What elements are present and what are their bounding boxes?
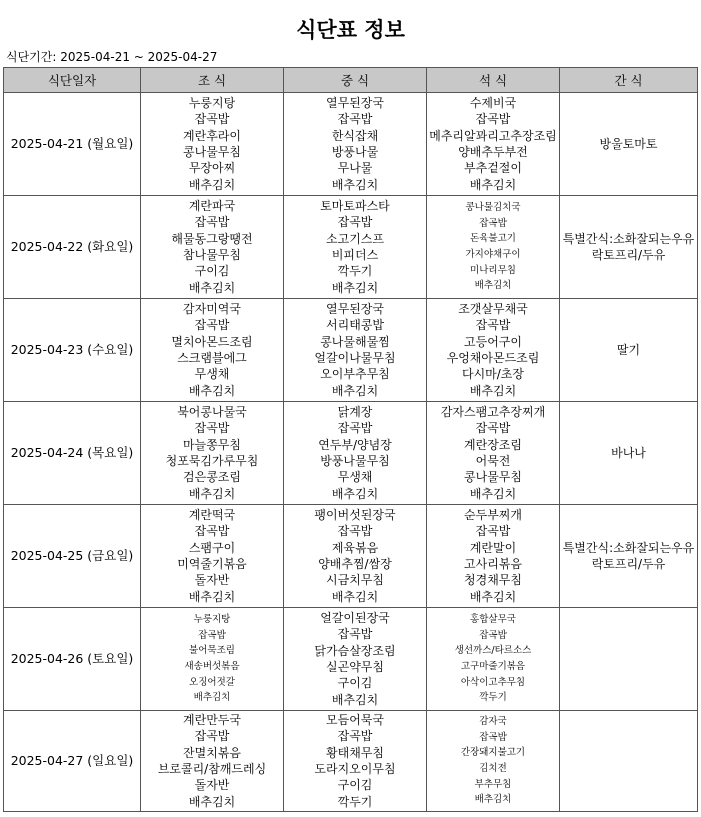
- breakfast-dish: 구이김: [194, 264, 230, 279]
- breakfast-dish: 계란파국: [188, 198, 236, 213]
- breakfast-dish: 배추김치: [188, 177, 236, 192]
- dinner-dish: 계란장조림: [464, 437, 522, 452]
- snack-cell: [560, 93, 698, 196]
- dinner-dish: 깍두기: [479, 692, 507, 704]
- breakfast-dish: 배추김치: [188, 280, 236, 295]
- header-snack: 간 식: [560, 68, 698, 93]
- dinner-dish: 생선까스/타르소스: [454, 645, 532, 657]
- lunch-dish: 잡곡밥: [337, 112, 373, 127]
- snack-dish: 방울토마토: [599, 136, 658, 151]
- dinner-cell: [427, 93, 560, 196]
- breakfast-dish: 잔멸치볶음: [183, 745, 241, 760]
- dinner-cell: [427, 711, 560, 812]
- lunch-dish: 한식잡채: [331, 128, 379, 143]
- lunch-dish: 토마토파스타: [320, 198, 390, 213]
- dinner-cell: [427, 299, 560, 402]
- breakfast-dish: 잡곡밥: [194, 729, 230, 744]
- lunch-dish: 방풍나물: [331, 145, 379, 159]
- date-cell: 2025-04-27 (일요일): [4, 711, 141, 812]
- lunch-dish: 배추김치: [331, 486, 379, 501]
- lunch-dish: 콩나물해물찜: [320, 334, 390, 349]
- dinner-dish: 간장돼지불고기: [460, 747, 526, 759]
- lunch-dish: 얼갈이된장국: [320, 610, 390, 625]
- snack-cell: [560, 402, 698, 505]
- breakfast-dish: 누룽지탕: [188, 95, 236, 110]
- breakfast-dish: 배추김치: [188, 589, 236, 604]
- breakfast-dish: 감자미역국: [183, 301, 241, 316]
- breakfast-dish: 해물동그랑땡전: [171, 231, 253, 246]
- dinner-dish: 잡곡밥: [479, 217, 507, 229]
- lunch-dish: 잡곡밥: [337, 215, 373, 230]
- lunch-dish: 구이김: [337, 778, 373, 793]
- breakfast-cell: [141, 402, 284, 505]
- table-row: [4, 608, 698, 711]
- dinner-dish: 배추김치: [469, 177, 517, 192]
- lunch-dish: 도라지오이무침: [314, 762, 396, 776]
- lunch-dish: 배추김치: [331, 589, 379, 604]
- dinner-dish: 김치전: [479, 763, 507, 774]
- lunch-cell: [284, 196, 427, 299]
- lunch-dish: 양배추찜/쌈장: [318, 557, 392, 571]
- lunch-dish: 연두부/양념장: [318, 437, 392, 452]
- lunch-dish: 시금치무침: [326, 573, 384, 588]
- lunch-dish: 무생채: [337, 470, 373, 485]
- dinner-cell: [427, 608, 560, 711]
- breakfast-dish: 마늘쫑무침: [183, 437, 241, 452]
- dinner-dish: 아삭이고추무침: [460, 676, 526, 688]
- lunch-dish: 닭계장: [337, 404, 373, 419]
- lunch-dish: 잡곡밥: [337, 524, 373, 539]
- dinner-dish: 미나리무침: [470, 264, 516, 276]
- lunch-dish: 오이부추무침: [320, 367, 390, 382]
- lunch-dish: 닭가슴살장조림: [314, 643, 396, 658]
- breakfast-dish: 스팸구이: [188, 540, 236, 555]
- lunch-dish: 서리태콩밥: [326, 318, 384, 333]
- breakfast-dish: 돌자반: [194, 778, 230, 793]
- dinner-dish: 콩나물김치국: [465, 202, 521, 214]
- dinner-dish: 부추겉절이: [464, 161, 522, 176]
- date-cell: 2025-04-25 (금요일): [4, 505, 141, 608]
- lunch-dish: 배추김치: [331, 177, 379, 192]
- dinner-dish: 고사리볶음: [464, 557, 522, 571]
- breakfast-dish: 계란후라이: [183, 128, 241, 143]
- dinner-dish: 잡곡밥: [475, 112, 511, 127]
- dinner-dish: 잡곡밥: [475, 421, 511, 436]
- breakfast-dish: 배추김치: [188, 794, 236, 809]
- breakfast-dish: 배추김치: [188, 486, 236, 501]
- snack-dish: 락토프리/두유: [591, 248, 666, 262]
- breakfast-dish: 멸치아몬드조림: [171, 334, 253, 349]
- table-row: [4, 505, 698, 608]
- breakfast-dish: 브로콜리/참깨드레싱: [157, 762, 267, 776]
- breakfast-dish: 잡곡밥: [194, 421, 230, 436]
- header-dinner: 석 식: [427, 68, 560, 93]
- dinner-dish: 가지야채구이: [465, 249, 521, 260]
- snack-cell: [560, 608, 698, 711]
- date-cell: 2025-04-23 (수요일): [4, 299, 141, 402]
- breakfast-cell: [141, 608, 284, 711]
- lunch-cell: [284, 711, 427, 812]
- table-row: [4, 402, 698, 505]
- date-cell: 2025-04-22 (화요일): [4, 196, 141, 299]
- breakfast-dish: 무장아찌: [188, 161, 236, 176]
- table-row: [4, 299, 698, 402]
- meal-period-label: 식단기간: 2025-04-21 ~ 2025-04-27: [6, 50, 218, 64]
- dinner-dish: 고구마줄기볶음: [460, 661, 526, 672]
- table-body: [4, 93, 698, 812]
- snack-cell: [560, 711, 698, 812]
- table-row: [4, 711, 698, 812]
- table-header-row: [4, 68, 698, 93]
- breakfast-cell: [141, 505, 284, 608]
- breakfast-dish: 배추김치: [193, 692, 231, 704]
- breakfast-dish: 불어묵조림: [189, 645, 235, 657]
- dinner-dish: 우엉채아몬드조림: [446, 351, 540, 365]
- lunch-dish: 황태채무침: [326, 745, 384, 760]
- table-row: [4, 93, 698, 196]
- dinner-dish: 청경채무침: [464, 573, 522, 588]
- lunch-dish: 깍두기: [337, 794, 373, 809]
- lunch-dish: 배추김치: [331, 692, 379, 707]
- snack-cell: [560, 505, 698, 608]
- breakfast-dish: 검은콩조림: [183, 470, 241, 485]
- breakfast-dish: 배추김치: [188, 383, 236, 398]
- meal-plan-table: [3, 67, 698, 812]
- lunch-dish: 제육볶음: [331, 540, 379, 555]
- header-lunch: 중 식: [284, 68, 427, 93]
- dinner-dish: 배추김치: [474, 794, 512, 806]
- lunch-cell: [284, 505, 427, 608]
- dinner-dish: 메추리알꽈리고추장조림: [429, 128, 557, 143]
- page-title: 식단표 정보: [296, 18, 405, 42]
- breakfast-dish: 참나물무침: [183, 248, 241, 262]
- dinner-dish: 조갯살무채국: [458, 301, 528, 316]
- lunch-cell: [284, 299, 427, 402]
- snack-dish: 바나나: [611, 445, 646, 460]
- header-breakfast: 조 식: [141, 68, 284, 93]
- breakfast-dish: 스크램블에그: [177, 351, 247, 365]
- dinner-dish: 배추김치: [469, 383, 517, 398]
- lunch-dish: 구이김: [337, 676, 373, 691]
- breakfast-dish: 잡곡밥: [198, 629, 226, 641]
- breakfast-dish: 계란만두국: [183, 712, 241, 727]
- dinner-dish: 홍합살무국: [470, 614, 516, 626]
- lunch-dish: 잡곡밥: [337, 627, 373, 642]
- dinner-dish: 부추무침: [474, 778, 512, 790]
- lunch-dish: 잡곡밥: [337, 421, 373, 436]
- dinner-dish: 잡곡밥: [475, 318, 511, 333]
- lunch-dish: 열무된장국: [326, 95, 384, 110]
- header-date: 식단일자: [4, 68, 141, 93]
- date-cell: 2025-04-24 (목요일): [4, 402, 141, 505]
- table-row: [4, 196, 698, 299]
- dinner-dish: 배추김치: [469, 486, 517, 501]
- lunch-dish: 얼갈이나물무침: [314, 351, 396, 365]
- dinner-dish: 잡곡밥: [479, 731, 507, 743]
- dinner-dish: 감자스팸고추장찌개: [440, 404, 546, 419]
- dinner-dish: 배추김치: [474, 280, 512, 292]
- breakfast-dish: 계란떡국: [188, 507, 236, 522]
- dinner-dish: 양배추두부전: [458, 145, 528, 159]
- breakfast-dish: 콩나물무침: [183, 145, 241, 159]
- dinner-dish: 잡곡밥: [475, 524, 511, 539]
- date-cell: 2025-04-21 (월요일): [4, 93, 141, 196]
- dinner-dish: 고등어구이: [464, 334, 522, 349]
- lunch-dish: 무나물: [337, 161, 373, 176]
- lunch-dish: 배추김치: [331, 383, 379, 398]
- lunch-dish: 깍두기: [337, 264, 373, 279]
- breakfast-cell: [141, 93, 284, 196]
- breakfast-dish: 누룽지탕: [193, 614, 231, 626]
- breakfast-dish: 무생채: [194, 367, 230, 382]
- lunch-dish: 소고기스프: [326, 231, 384, 246]
- dinner-dish: 잡곡밥: [479, 629, 507, 641]
- lunch-dish: 방풍나물무침: [320, 454, 390, 468]
- dinner-cell: [427, 402, 560, 505]
- snack-cell: [560, 196, 698, 299]
- lunch-cell: [284, 402, 427, 505]
- dinner-dish: 순두부찌개: [464, 507, 522, 522]
- breakfast-cell: [141, 711, 284, 812]
- dinner-dish: 다시마/초장: [461, 367, 524, 382]
- lunch-dish: 팽이버섯된장국: [314, 507, 396, 522]
- snack-dish: 특별간식:소화잘되는우유: [562, 540, 695, 555]
- breakfast-dish: 청포묵김가루무침: [165, 454, 259, 468]
- lunch-dish: 잡곡밥: [337, 729, 373, 744]
- lunch-cell: [284, 608, 427, 711]
- breakfast-dish: 돌자반: [194, 573, 230, 588]
- dinner-dish: 돈육불고기: [470, 233, 516, 245]
- dinner-dish: 콩나물무침: [464, 470, 522, 485]
- dinner-dish: 계란말이: [469, 540, 517, 555]
- breakfast-dish: 잡곡밥: [194, 524, 230, 539]
- snack-dish: 락토프리/두유: [591, 557, 666, 571]
- lunch-dish: 모듬어묵국: [326, 712, 384, 727]
- dinner-dish: 어묵전: [475, 454, 511, 468]
- snack-dish: 딸기: [616, 342, 641, 357]
- lunch-cell: [284, 93, 427, 196]
- dinner-dish: 배추김치: [469, 589, 517, 604]
- breakfast-dish: 북어콩나물국: [177, 404, 247, 419]
- breakfast-cell: [141, 196, 284, 299]
- dinner-cell: [427, 505, 560, 608]
- breakfast-dish: 잡곡밥: [194, 112, 230, 127]
- lunch-dish: 열무된장국: [326, 301, 384, 316]
- dinner-dish: 수제비국: [469, 95, 517, 110]
- breakfast-dish: 오징어젓갈: [189, 676, 235, 688]
- lunch-dish: 실곤약무침: [326, 660, 384, 674]
- breakfast-dish: 미역줄기볶음: [177, 557, 247, 571]
- date-cell: 2025-04-26 (토요일): [4, 608, 141, 711]
- breakfast-dish: 잡곡밥: [194, 318, 230, 333]
- lunch-dish: 비피더스: [331, 248, 379, 262]
- snack-cell: [560, 299, 698, 402]
- dinner-cell: [427, 196, 560, 299]
- dinner-dish: 감자국: [479, 716, 507, 728]
- lunch-dish: 배추김치: [331, 280, 379, 295]
- breakfast-dish: 잡곡밥: [194, 215, 230, 230]
- breakfast-dish: 새송버섯볶음: [184, 661, 240, 672]
- breakfast-cell: [141, 299, 284, 402]
- snack-dish: 특별간식:소화잘되는우유: [562, 231, 695, 246]
